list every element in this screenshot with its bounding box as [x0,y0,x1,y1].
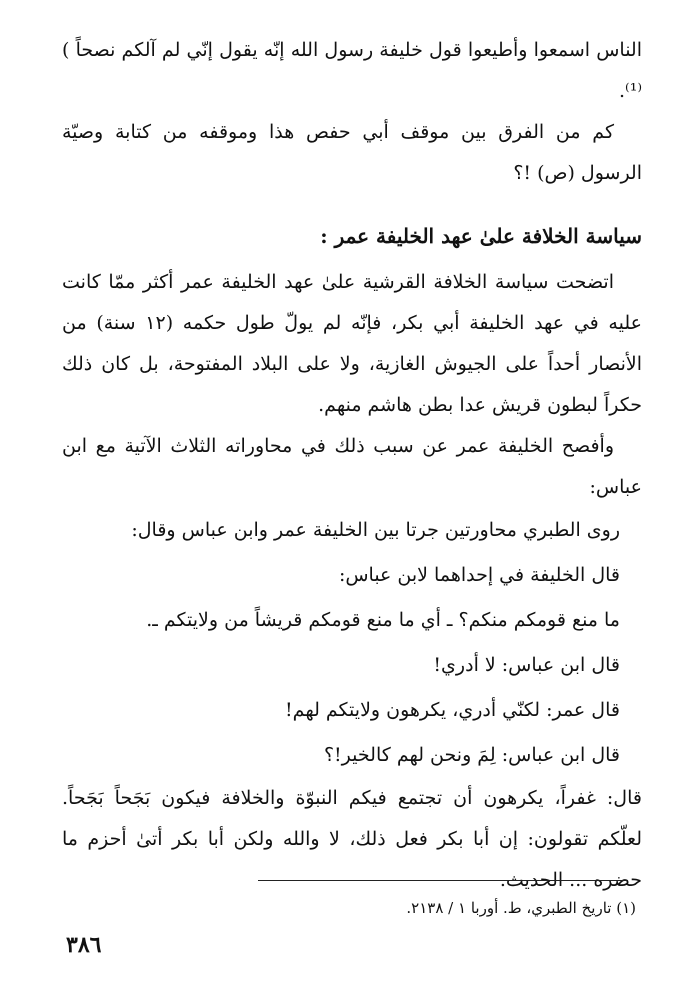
paragraph-closing: قال: غفراً، يكرهون أن تجتمع فيكم النبوّة والخلافة فيكون بَجَحاً بَجَحاً. لعلّكم تقولون: إن أبا بكر فعل ذلك، لا والله ولكن أبا بكر أتىٰ أحزم ما حضره ... الحديث. [62,787,642,891]
dialogue-line: روى الطبري محاورتين جرتا بين الخليفة عمر وابن عباس وقال: [131,519,620,541]
page-body [62,30,642,901]
paragraph-intro-dialogue: وأفصح الخليفة عمر عن سبب ذلك في محاوراته الثلاث الآتية مع ابن عباس: [62,435,642,498]
footnote: (١) تاريخ الطبري، ط. أوربا ١ / ٢١٣٨. [406,899,636,917]
footnote-separator [258,880,628,881]
dialogue-line: قال عمر: لكنّي أدري، يكرهون ولايتكم لهم! [285,699,620,721]
dialogue-line: قال ابن عباس: لا أدري! [433,654,620,676]
dialogue-line: قال الخليفة في إحداهما لابن عباس: [338,564,620,586]
dialogue-list [62,508,642,778]
paragraph-question: كم من الفرق بين موقف أبي حفص هذا وموقفه من كتابة وصيّة الرسول (ص) !؟ [62,121,642,184]
paragraph-policy: اتضحت سياسة الخلافة القرشية علىٰ عهد الخليفة عمر أكثر ممّا كانت عليه في عهد الخليفة أبي بكر، فإنّه لم يولّ طول حكمه (١٢ سنة) من الأنصار أحداً على الجيوش الغازية، ولا على البلاد المفتوحة، بل كان ذلك حكراً لبطون قريش عدا بطن هاشم منهم. [62,271,642,416]
section-heading: سياسة الخلافة علىٰ عهد الخليفة عمر : [320,224,642,248]
dialogue-line: قال ابن عباس: لِمَ ونحن لهم كالخير!؟ [323,744,620,766]
page-number: ٣٨٦ [66,932,102,958]
dialogue-line: ما منع قومكم منكم؟ ـ أي ما منع قومكم قريشاً من ولايتكم ـ. [146,609,620,631]
paragraph-opening: الناس اسمعوا وأطيعوا قول خليفة رسول الله إنّه يقول إنّي لم آلكم نصحاً )⁽¹⁾. [62,39,642,102]
